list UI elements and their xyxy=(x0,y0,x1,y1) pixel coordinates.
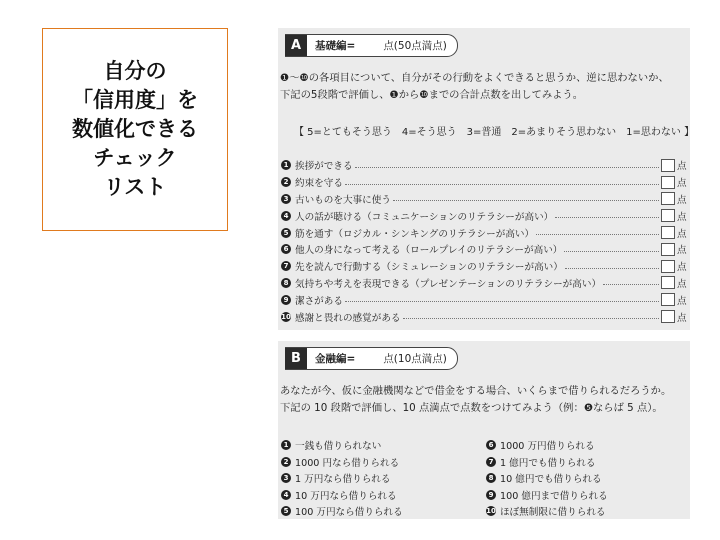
option-number: 2 xyxy=(281,457,291,467)
score-input-box[interactable] xyxy=(661,159,675,172)
section-a-title: 基礎編= xyxy=(315,40,356,52)
section-a-intro xyxy=(280,70,688,104)
title-line: リスト xyxy=(103,175,167,199)
score-input-box[interactable] xyxy=(661,276,675,289)
points-unit: 点 xyxy=(677,211,687,223)
title-line: 自分の xyxy=(103,59,167,83)
points-unit: 点 xyxy=(677,312,687,324)
checklist-item xyxy=(281,241,689,258)
section-b-letter: B xyxy=(285,348,307,369)
score-input-box[interactable] xyxy=(661,310,675,323)
checklist-item xyxy=(281,275,689,292)
score-input-box[interactable] xyxy=(661,192,675,205)
dot-leader xyxy=(603,284,659,285)
title-box xyxy=(42,28,228,231)
option-item xyxy=(486,487,608,504)
item-number: 9 xyxy=(281,295,291,305)
score-input-box[interactable] xyxy=(661,293,675,306)
title-line: 「信用度」を xyxy=(72,88,198,112)
option-number: 1 xyxy=(281,440,291,450)
title-line: 数値化できる xyxy=(72,117,198,141)
rating-scale: 【 5=とてもそう思う 4=そう思う 3=普通 2=あまりそう思わない 1=思わない 】 xyxy=(294,127,695,138)
item-number: 7 xyxy=(281,261,291,271)
option-label: 10 億円でも借りられる xyxy=(500,474,602,486)
section-a-points: 点(50点満点) xyxy=(383,40,447,52)
checklist-item xyxy=(281,308,689,325)
checklist-item xyxy=(281,207,689,224)
checklist-item xyxy=(281,191,689,208)
item-number: 1 xyxy=(281,160,291,170)
points-unit: 点 xyxy=(677,245,687,257)
dot-leader xyxy=(536,234,659,235)
section-b-header xyxy=(285,347,458,370)
item-label: 人の話が聴ける（コミュニケーションのリテラシーが高い） xyxy=(295,211,554,223)
item-label: 先を読んで行動する（シミュレーションのリテラシーが高い） xyxy=(295,262,563,274)
score-input-box[interactable] xyxy=(661,209,675,222)
intro-line: 下記の 10 段階で評価し、10 点満点で点数をつけてみよう（例：❺ならば 5 点）。 xyxy=(280,402,663,414)
option-item xyxy=(486,503,608,520)
dot-leader xyxy=(564,251,659,252)
section-a-letter: A xyxy=(285,35,307,56)
option-number: 5 xyxy=(281,506,291,516)
dot-leader xyxy=(403,318,659,319)
option-item xyxy=(486,470,608,487)
checklist-item xyxy=(281,157,689,174)
options-right-column xyxy=(486,437,608,520)
checklist-item xyxy=(281,224,689,241)
intro-line: あなたが今、仮に金融機関などで借金をする場合、いくらまで借りられるだろうか。 xyxy=(280,385,672,397)
points-unit: 点 xyxy=(677,161,687,173)
checklist-item xyxy=(281,258,689,275)
checklist-title xyxy=(72,57,198,202)
item-label: 挨拶ができる xyxy=(295,161,353,173)
points-unit: 点 xyxy=(677,278,687,290)
option-number: 3 xyxy=(281,473,291,483)
points-unit: 点 xyxy=(677,262,687,274)
options-left-column xyxy=(281,437,403,520)
section-b-panel xyxy=(278,341,690,519)
item-label: 約束を守る xyxy=(295,178,343,190)
option-number: 7 xyxy=(486,457,496,467)
option-number: 10 xyxy=(486,507,496,516)
item-label: 他人の身になって考える（ロールプレイのリテラシーが高い） xyxy=(295,245,563,257)
dot-leader xyxy=(393,200,659,201)
points-unit: 点 xyxy=(677,295,687,307)
checklist-item xyxy=(281,291,689,308)
item-label: 潔さがある xyxy=(295,295,343,307)
dot-leader xyxy=(345,301,659,302)
option-label: 1 万円なら借りられる xyxy=(295,474,391,486)
score-input-box[interactable] xyxy=(661,243,675,256)
section-a-items xyxy=(281,157,689,325)
option-label: 1000 万円借りられる xyxy=(500,441,595,453)
option-item xyxy=(281,470,403,487)
dot-leader xyxy=(355,167,659,168)
option-label: ほぼ無制限に借りられる xyxy=(500,507,606,519)
section-b-intro xyxy=(280,383,688,417)
option-item xyxy=(281,454,403,471)
dot-leader xyxy=(555,217,659,218)
intro-line: 下記の5段階で評価し、❶から❿までの合計点数を出してみよう。 xyxy=(280,89,584,101)
dot-leader xyxy=(565,268,659,269)
item-number: 6 xyxy=(281,244,291,254)
option-item xyxy=(281,437,403,454)
dot-leader xyxy=(345,184,659,185)
section-a-header xyxy=(285,34,458,57)
item-label: 気持ちや考えを表現できる（プレゼンテーションのリテラシーが高い） xyxy=(295,278,602,290)
score-input-box[interactable] xyxy=(661,176,675,189)
intro-line: ❶〜❿の各項目について、自分がその行動をよくできると思うか、逆に思わないか、 xyxy=(280,72,669,84)
section-b-points: 点(10点満点) xyxy=(383,353,447,365)
option-label: 1000 円なら借りられる xyxy=(295,457,400,469)
option-item xyxy=(486,454,608,471)
item-number: 2 xyxy=(281,177,291,187)
points-unit: 点 xyxy=(677,228,687,240)
item-label: 古いものを大事に使う xyxy=(295,194,391,206)
points-unit: 点 xyxy=(677,194,687,206)
option-item xyxy=(486,437,608,454)
option-number: 9 xyxy=(486,490,496,500)
item-label: 感謝と畏れの感覚がある xyxy=(295,312,401,324)
option-label: 100 億円まで借りられる xyxy=(500,490,608,502)
option-label: 一銭も借りられない xyxy=(295,441,382,453)
option-label: 100 万円なら借りられる xyxy=(295,507,403,519)
option-number: 6 xyxy=(486,440,496,450)
score-input-box[interactable] xyxy=(661,260,675,273)
section-b-title: 金融編= xyxy=(315,353,356,365)
title-line: チェック xyxy=(93,146,177,170)
item-number: 10 xyxy=(281,312,291,321)
item-number: 4 xyxy=(281,211,291,221)
option-label: 10 万円なら借りられる xyxy=(295,490,397,502)
option-label: 1 億円でも借りられる xyxy=(500,457,596,469)
item-label: 筋を通す（ロジカル・シンキングのリテラシーが高い） xyxy=(295,228,535,240)
item-number: 5 xyxy=(281,228,291,238)
item-number: 3 xyxy=(281,194,291,204)
option-item xyxy=(281,503,403,520)
option-number: 4 xyxy=(281,490,291,500)
option-number: 8 xyxy=(486,473,496,483)
option-item xyxy=(281,487,403,504)
item-number: 8 xyxy=(281,278,291,288)
points-unit: 点 xyxy=(677,178,687,190)
checklist-item xyxy=(281,174,689,191)
score-input-box[interactable] xyxy=(661,226,675,239)
section-a-panel xyxy=(278,28,695,330)
